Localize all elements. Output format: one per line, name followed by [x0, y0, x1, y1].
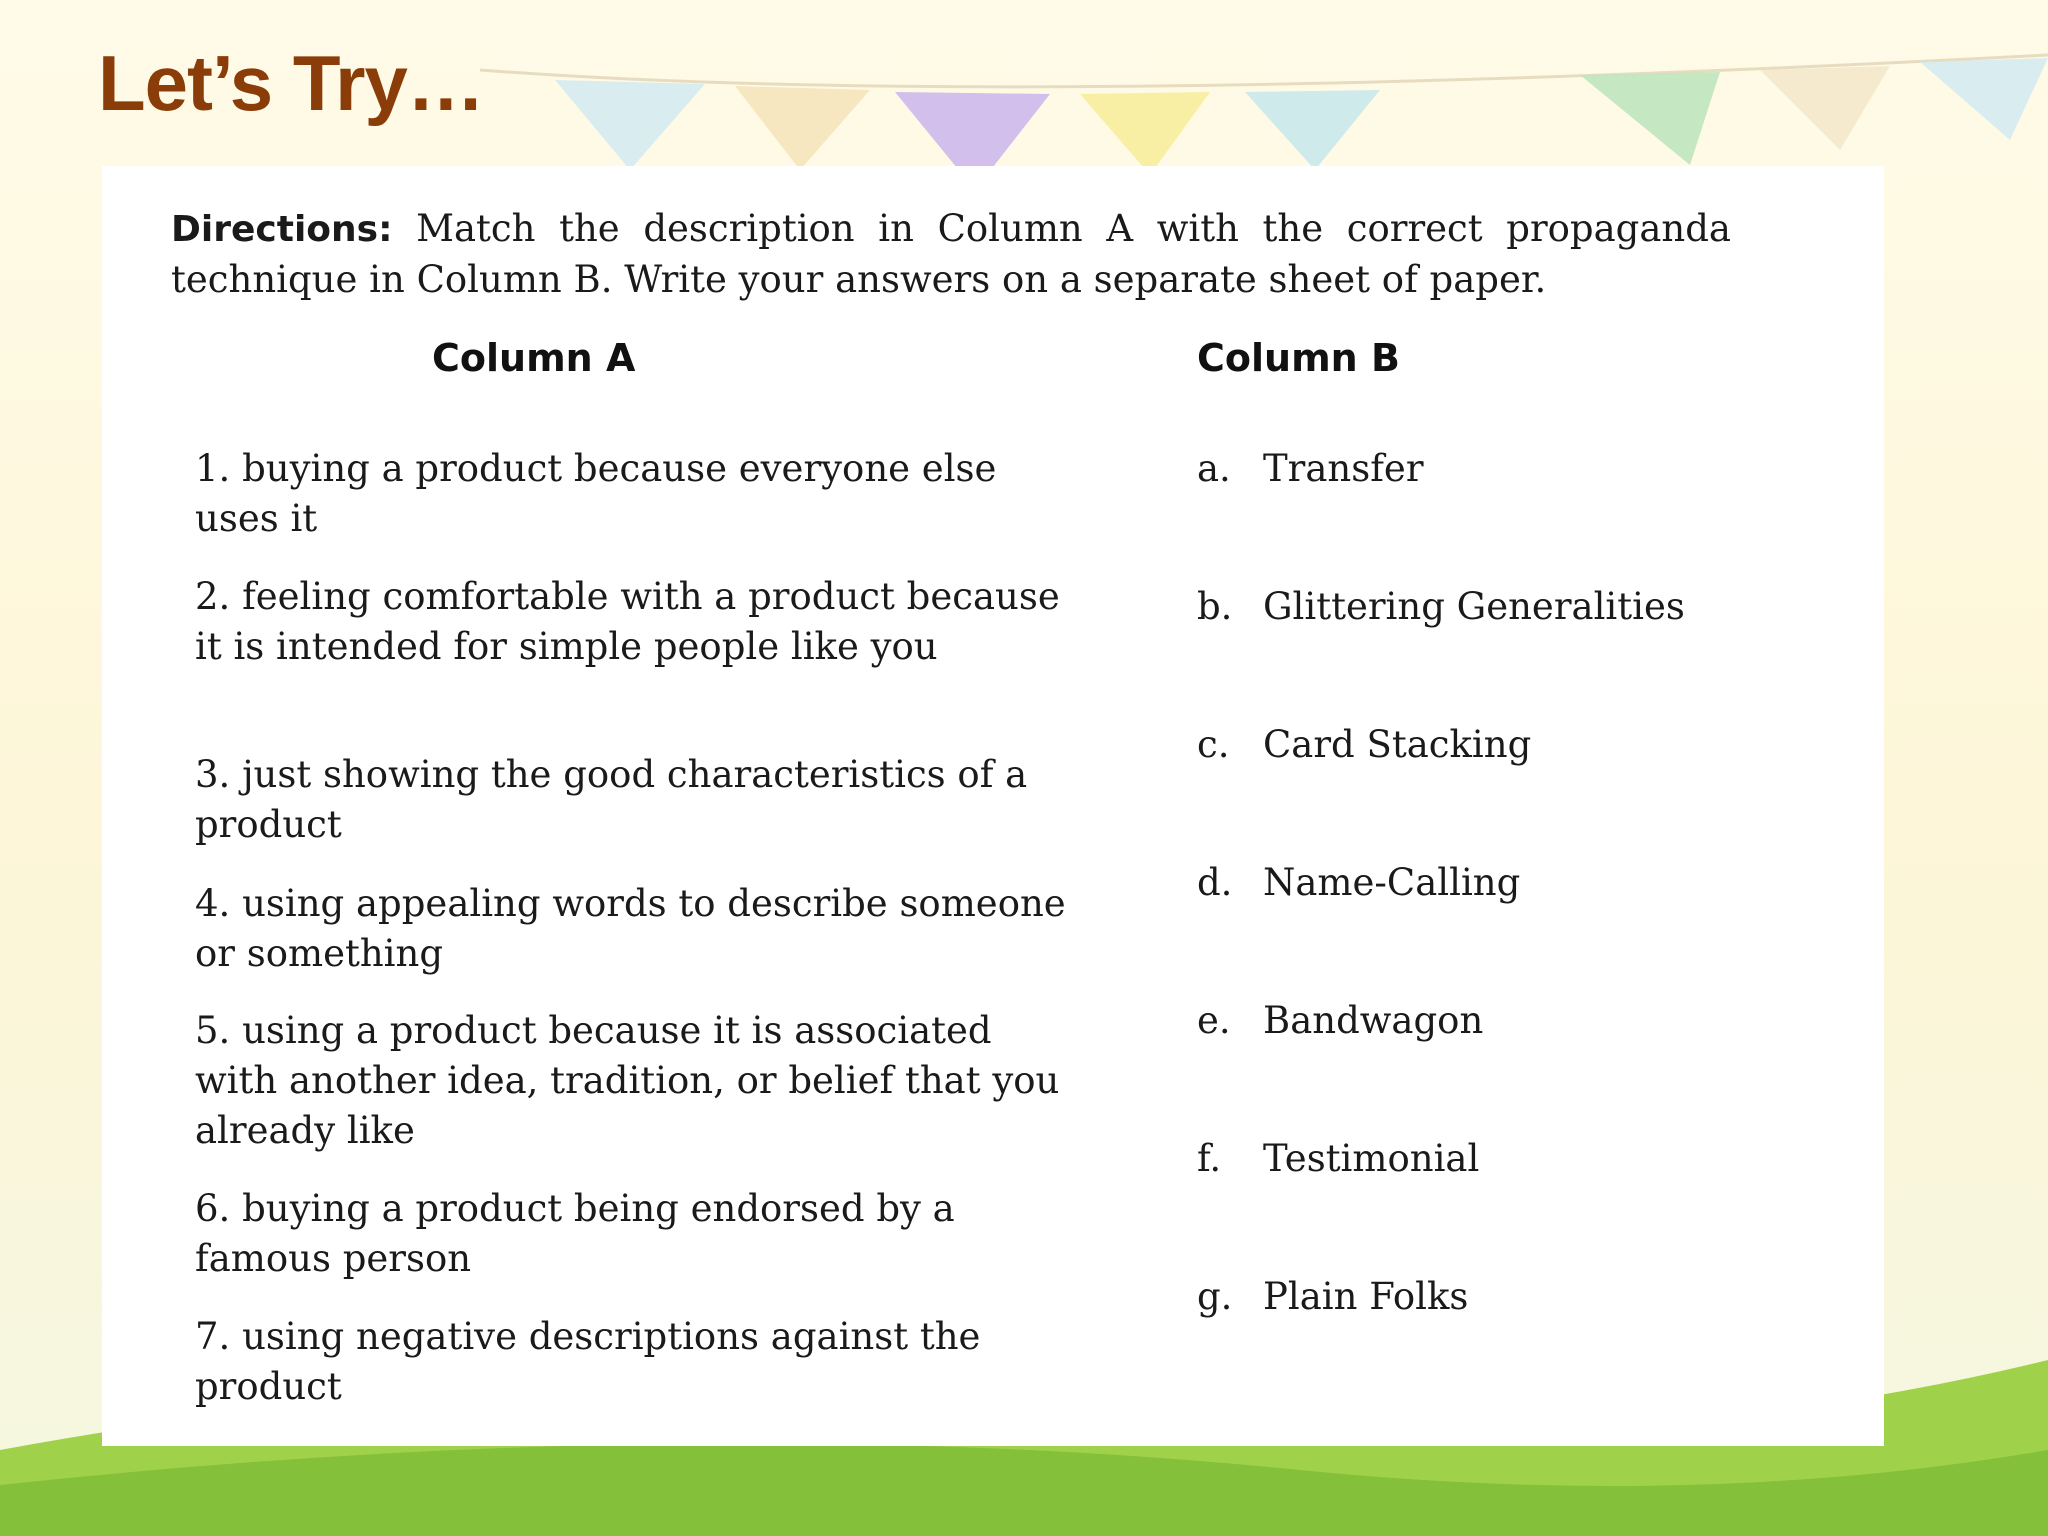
directions-label: Directions: [171, 209, 393, 250]
column-b-letter: e. [1197, 999, 1231, 1042]
column-b-item-f [1197, 1134, 1479, 1184]
column-b-letter: c. [1197, 723, 1230, 766]
column-a-heading: Column A [432, 336, 636, 380]
worksheet-card [102, 166, 1884, 1446]
directions-text [171, 204, 1731, 305]
column-b-heading: Column B [1197, 336, 1400, 380]
column-b-item-d [1197, 858, 1520, 908]
column-b-letter: f. [1197, 1137, 1222, 1180]
column-b-item-b [1197, 582, 1685, 632]
column-b-item-a [1197, 444, 1424, 494]
column-b-item-c [1197, 720, 1531, 770]
column-a-item-6: 6. buying a product being endorsed by a famous person [195, 1187, 955, 1280]
column-b-letter: g. [1197, 1275, 1233, 1318]
column-b-letter: b. [1197, 585, 1233, 628]
directions-body: Match the description in Column A with the correct propaganda technique in Column B. Write your answers on a separate sheet of paper. [171, 207, 1731, 301]
column-a-item-2: 2. feeling comfortable with a product because it is intended for simple people like you [195, 575, 1060, 668]
column-b-item-e [1197, 996, 1483, 1046]
column-b-item-g [1197, 1272, 1468, 1322]
column-b-label: Testimonial [1263, 1137, 1480, 1180]
column-b-label: Plain Folks [1263, 1275, 1469, 1318]
column-a-item-7: 7. using negative descriptions against the product [195, 1315, 981, 1408]
column-a-item-3: 3. just showing the good characteristics of a product [195, 753, 1028, 846]
column-b-label: Transfer [1263, 447, 1424, 490]
column-b-label: Glittering Generalities [1263, 585, 1685, 628]
column-b-label: Name-Calling [1263, 861, 1521, 904]
column-a-item-1: 1. buying a product because everyone else uses it [195, 447, 997, 540]
column-b-label: Card Stacking [1263, 723, 1532, 766]
column-b-letter: d. [1197, 861, 1233, 904]
column-a-item-4: 4. using appealing words to describe someone or something [195, 882, 1066, 975]
column-b-letter: a. [1197, 447, 1231, 490]
slide-title: Let’s Try… [98, 39, 484, 127]
column-a-item-5: 5. using a product because it is associated with another idea, tradition, or belief that you already like [195, 1009, 1060, 1152]
column-b-label: Bandwagon [1263, 999, 1484, 1042]
